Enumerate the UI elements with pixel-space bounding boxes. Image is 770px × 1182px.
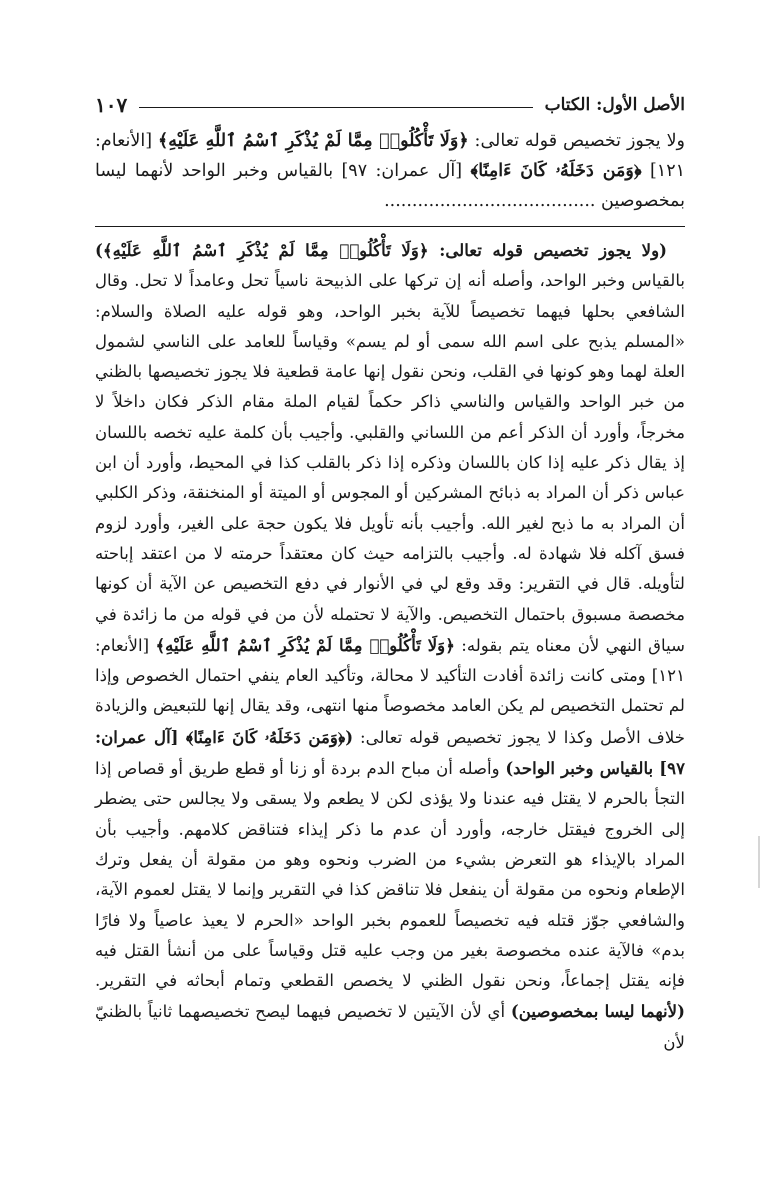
main-text-paragraph bbox=[95, 126, 685, 216]
commentary-text: وأصله أن مباح الدم بردة أو زنا أو قطع طريق أو قصاص إذا التجأ بالحرم لا يقتل فيه عندنا ولا يؤذى لكن لا يطعم ولا يسقى ولا يجالس حتى يضطر إلى الخروج فيقتل خارجه، وأورد أن عدم ما ذكر إيذاء فتناقض كلامهم. وأجيب بأن المراد بالإيذاء هو التعرض بشيء من الضرب ونحوه وهو من مقولة أن يفعل وترك الإطعام ونحوه من مقولة أن ينفعل فلا تناقض كذا في التقرير وإنما لا يقتل لعموم الآية، والشافعي جوّز قتله فيه تخصيصاً للعموم بخبر الواحد «الحرم لا يعيذ عاصياً ولا فارًا بدم» فالآية عنده مخصوصة بغير من وجب عليه قتل وقياساً على من أنشأ القتل فيه فإنه يقتل إجماعاً، ونحن نقول الظني لا يخصص القطعي وتمام أبحاثه في التقرير. bbox=[95, 759, 685, 991]
main-text bbox=[95, 126, 685, 216]
page-number: ١٠٧ bbox=[95, 93, 128, 117]
quran-verse: ﴿وَمَن دَخَلَهُۥ كَانَ ءَامِنًا﴾ bbox=[185, 726, 346, 747]
quoted-matn-close: ) bbox=[95, 240, 103, 260]
commentary-paragraph bbox=[95, 235, 685, 1058]
quran-verse: ﴿وَلَا تَأْكُلُوا۟ مِمَّا لَمْ يُذْكَرِ ٱسْمُ ٱللَّهِ عَلَيْهِ﴾ bbox=[102, 240, 429, 260]
commentary-text: أي لأن الآيتين لا تخصيص فيهما ليصح تخصيصهما ثانياً بالظنيّ لأن bbox=[95, 1002, 685, 1052]
quran-verse: ﴿وَلَا تَأْكُلُوا۟ مِمَّا لَمْ يُذْكَرِ ٱسْمُ ٱللَّهِ عَلَيْهِ﴾ bbox=[155, 634, 455, 655]
commentary bbox=[95, 235, 685, 1058]
section-divider bbox=[95, 226, 685, 227]
quran-verse: ﴿وَمَن دَخَلَهُۥ كَانَ ءَامِنًا﴾ bbox=[470, 161, 642, 181]
verse-reference: [آل عمران: ٩٧] بالقياس وخبر الواحد لأنهما ليسا بمخصوصين ...................................... bbox=[95, 161, 685, 211]
header-rule bbox=[139, 107, 532, 108]
quoted-matn: (ولا يجوز تخصيص قوله تعالى: bbox=[428, 240, 667, 260]
quoted-matn: [آل عمران: ٩٧] بالقياس وخبر الواحد) bbox=[95, 726, 685, 779]
main-text-line: ولا يجوز تخصيص قوله تعالى: bbox=[468, 131, 686, 151]
commentary-text: بالقياس وخبر الواحد، وأصله أنه إن تركها على الذبيحة ناسياً تحل وعامداً لا تحل. وقال الشافعي بحلها فيهما تخصيصاً للآية بخبر الواحد، وهو قوله عليه الصلاة والسلام: «المسلم يذبح على اسم الله سمى أو لم يسم» وقياساً للعامد على الناسي لشمول العلة لهما وهو كونها في القلب، ونحن نقول إنها عامة قطعية فلا يجوز تخصيصها بالظني من خبر الواحد والقياس والناسي ذاكر حكماً لقيام الملة مقام الذكر فكان داخلاً لا مخرجاً، وأورد أن الذكر أعم من اللساني والقلبي. وأجيب بأن كلمة عليه تخصه باللسان إذ يقال ذكر عليه إذا كان باللسان وذكره إذا ذكر بالقلب كذا في المحيط، وأورد أن ابن عباس ذكر أن المراد به ذبائح المشركين أو المجوس أو الميتة أو المنخنقة، وذكر الكلبي أن المراد به ما ذبح لغير الله. وأجيب بأنه تأويل فلا يكون حجة على الغير، وأورد لزوم فسق آكله فلا شهادة له. وأجيب بالتزامه حيث كان معتقداً حرمته لا من اعتقد إباحته لتأويله. قال في التقرير: وقد وقع لي في الأنوار في دفع التخصيص عن الآية أن كونها مخصصة مسبوق باحتمال التخصيص. والآية لا تحتمله لأن من في قوله من ما زائدة في سياق النهي لأن معناه يتم بقوله: bbox=[95, 271, 686, 655]
scan-margin-mark bbox=[758, 836, 760, 888]
header-title: الأصل الأول: الكتاب bbox=[544, 95, 685, 115]
page bbox=[95, 88, 685, 1058]
quoted-matn: (لأنهما ليسا بمخصوصين) bbox=[510, 1001, 685, 1022]
verse-reference: [الأنعام: ١٢١] bbox=[95, 131, 685, 181]
quoted-matn: ( bbox=[345, 726, 354, 747]
commentary-text: [الأنعام: ١٢١] ومتى كانت زائدة أفادت التأكيد لا محالة، وتأكيد العام ينفي احتمال الخصوص وإذا لم تحتمل التخصيص لم يكن العامد مخصوصاً منها انتهى، وقد يقال إنها للتبعيض والزيادة خلاف الأصل وكذا لا يجوز تخصيص قوله تعالى: bbox=[95, 635, 685, 747]
running-header bbox=[95, 88, 685, 122]
quran-verse: ﴿وَلَا تَأْكُلُوا۟ مِمَّا لَمْ يُذْكَرِ ٱسْمُ ٱللَّهِ عَلَيْهِ﴾ bbox=[157, 131, 469, 151]
